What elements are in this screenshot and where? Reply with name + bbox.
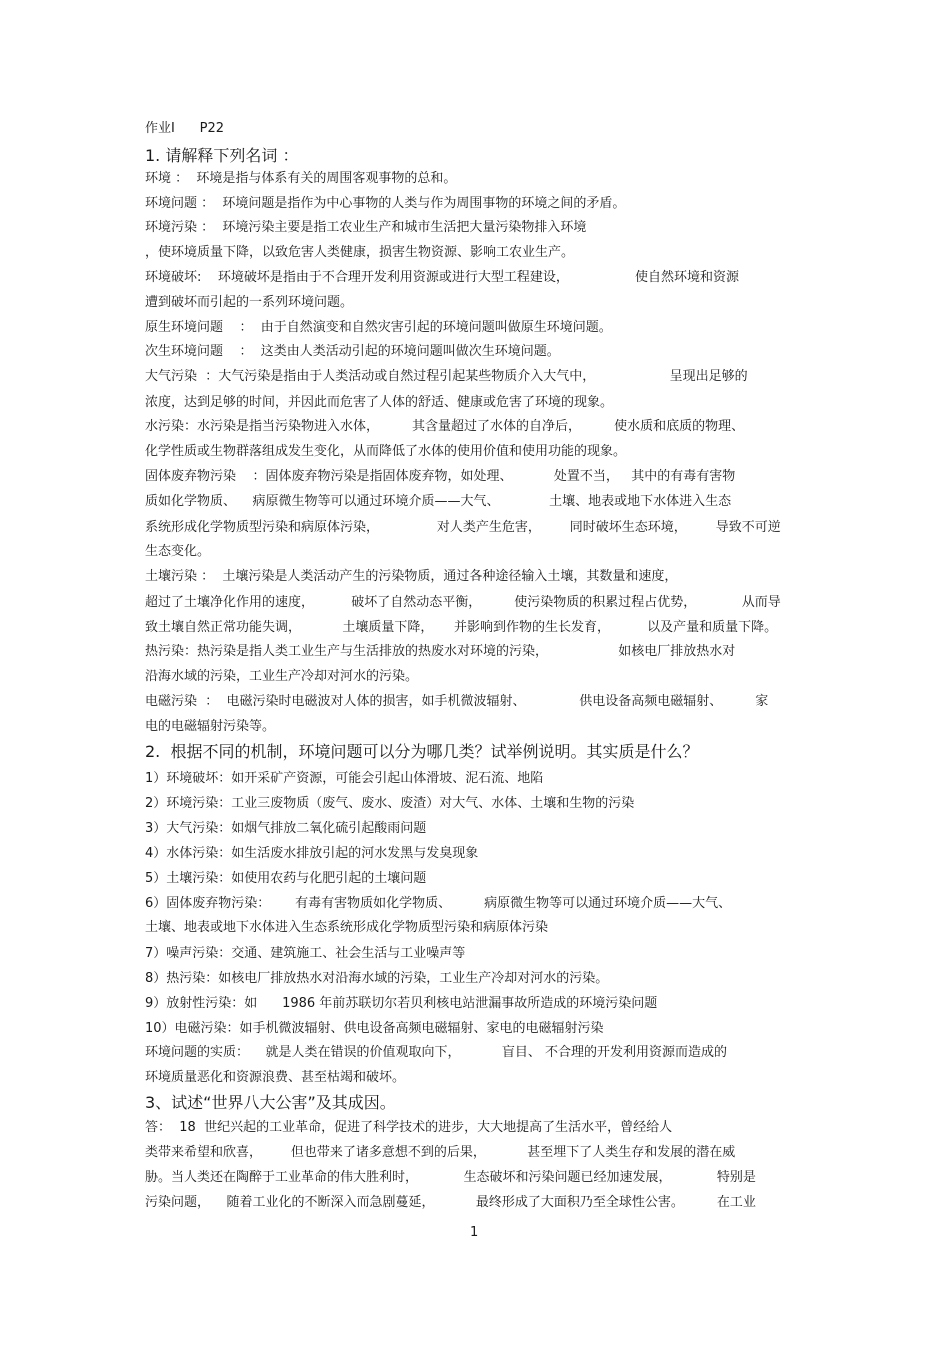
text-line: 1）环境破坏：如开采矿产资源，可能会引起山体滑坡、泥石流、地陷	[145, 771, 544, 786]
text-line: 热污染：热污染是指人类工业生产与生活排放的热废水对环境的污染， 如核电厂排放热水对	[145, 644, 736, 659]
text-line: 次生环境问题 ： 这类由人类活动引起的环境问题叫做次生环境问题。	[145, 344, 560, 359]
text-line: 污染问题， 随着工业化的不断深入而急剧蔓延， 最终形成了大面积乃至全球性公害。 在工业	[145, 1195, 756, 1210]
text-line: 8）热污染：如核电厂排放热水对沿海水域的污染，工业生产冷却对河水的污染。	[145, 971, 609, 986]
text-line: 环境 ： 环境是指与体系有关的周围客观事物的总和。	[145, 171, 457, 186]
heading: 3、试述“世界八大公害”及其成因。	[145, 1093, 396, 1112]
text-line: 系统形成化学物质型污染和病原体污染， 对人类产生危害， 同时破坏生态环境， 导致不可逆	[145, 520, 781, 535]
text-line: 4）水体污染：如生活废水排放引起的河水发黑与发臭现象	[145, 846, 479, 861]
page-number: 1	[470, 1225, 479, 1240]
text-line: 沿海水域的污染，工业生产冷却对河水的污染。	[145, 669, 419, 684]
text-line: 5）土壤污染：如使用农药与化肥引起的土壤问题	[145, 871, 427, 886]
text-line: 环境问题 ： 环境问题是指作为中心事物的人类与作为周围事物的环境之间的矛盾。	[145, 196, 626, 211]
text-line: 浓度，达到足够的时间，并因此而危害了人体的舒适、健康或危害了环境的现象。	[145, 395, 614, 410]
text-line: 土壤污染 ： 土壤污染是人类活动产生的污染物质，通过各种途径输入土壤，其数量和速度，	[145, 569, 678, 584]
text-line: 土壤、地表或地下水体进入生态系统形成化学物质型污染和病原体污染	[145, 920, 549, 935]
text-line: 质如化学物质、 病原微生物等可以通过环境介质——大气、 土壤、地表或地下水体进入生态	[145, 494, 732, 509]
text-line: 超过了土壤净化作用的速度， 破坏了自然动态平衡， 使污染物质的积累过程占优势， 从而导	[145, 595, 781, 610]
text-line: 电的电磁辐射污染等。	[145, 719, 276, 734]
text-line: 2）环境污染：工业三废物质（废气、废水、废渣）对大气、水体、土壤和生物的污染	[145, 796, 635, 811]
text-line: 大气污染 ：大气污染是指由于人类活动或自然过程引起某些物质介入大气中， 呈现出足够的	[145, 369, 748, 384]
text-line: 环境污染 ： 环境污染主要是指工农业生产和城市生活把大量污染物排入环境	[145, 220, 587, 235]
text-line: 6）固体废弃物污染： 有毒有害物质如化学物质、 病原微生物等可以通过环境介质——大气、	[145, 896, 732, 911]
text-line: 电磁污染 ： 电磁污染时电磁波对人体的损害，如手机微波辐射、 供电设备高频电磁辐射、 家	[145, 694, 769, 709]
text-line: 化学性质或生物群落组成发生变化，从而降低了水体的使用价值和使用功能的现象。	[145, 444, 627, 459]
text-line: 10）电磁污染：如手机微波辐射、供电设备高频电磁辐射、家电的电磁辐射污染	[145, 1021, 604, 1036]
text-line: 遭到破坏而引起的一系列环境问题。	[145, 295, 354, 310]
text-line: 7）噪声污染：交通、建筑施工、社会生活与工业噪声等	[145, 946, 466, 961]
text-line: 致土壤自然正常功能失调， 土壤质量下降， 并影响到作物的生长发育， 以及产量和质量下降。	[145, 620, 778, 635]
heading: 2. 根据不同的机制，环境问题可以分为哪几类？试举例说明。其实质是什么？	[145, 742, 699, 761]
text-line: 答： 18 世纪兴起的工业革命，促进了科学技术的进步，大大地提高了生活水平，曾经给人	[145, 1120, 673, 1135]
text-line: 9）放射性污染：如 1986 年前苏联切尔若贝利核电站泄漏事故所造成的环境污染问题	[145, 996, 658, 1011]
text-line: 原生环境问题 ： 由于自然演变和自然灾害引起的环境问题叫做原生环境问题。	[145, 320, 612, 335]
text-line: 环境质量恶化和资源浪费、甚至枯竭和破坏。	[145, 1070, 406, 1085]
text-line: 环境破坏: 环境破坏是指由于不合理开发利用资源或进行大型工程建设， 使自然环境和资源	[145, 270, 740, 285]
heading: 1. 请解释下列名词 ：	[145, 146, 299, 165]
text-line: 生态变化。	[145, 544, 211, 559]
text-line: ，使环境质量下降，以致危害人类健康，损害生物资源、影响工农业生产。	[145, 245, 575, 260]
text-line: 环境问题的实质： 就是人类在错误的价值观取向下， 盲目、 不合理的开发利用资源而造成的	[145, 1045, 727, 1060]
text-line: 类带来希望和欣喜， 但也带来了诸多意想不到的后果， 甚至埋下了人类生存和发展的潜在威	[145, 1145, 736, 1160]
text-line: 胁。当人类还在陶醉于工业革命的伟大胜利时， 生态破坏和污染问题已经加速发展， 特别是	[145, 1170, 756, 1185]
text-line: 3）大气污染：如烟气排放二氧化硫引起酸雨问题	[145, 821, 427, 836]
text-line: 水污染：水污染是指当污染物进入水体， 其含量超过了水体的自净后， 使水质和底质的物理、	[145, 419, 745, 434]
text-line: 固体废弃物污染 ：固体废弃物污染是指固体废弃物，如处理、 处置不当， 其中的有毒有害物	[145, 469, 736, 484]
text-line: 作业Ⅰ P22	[145, 121, 225, 136]
